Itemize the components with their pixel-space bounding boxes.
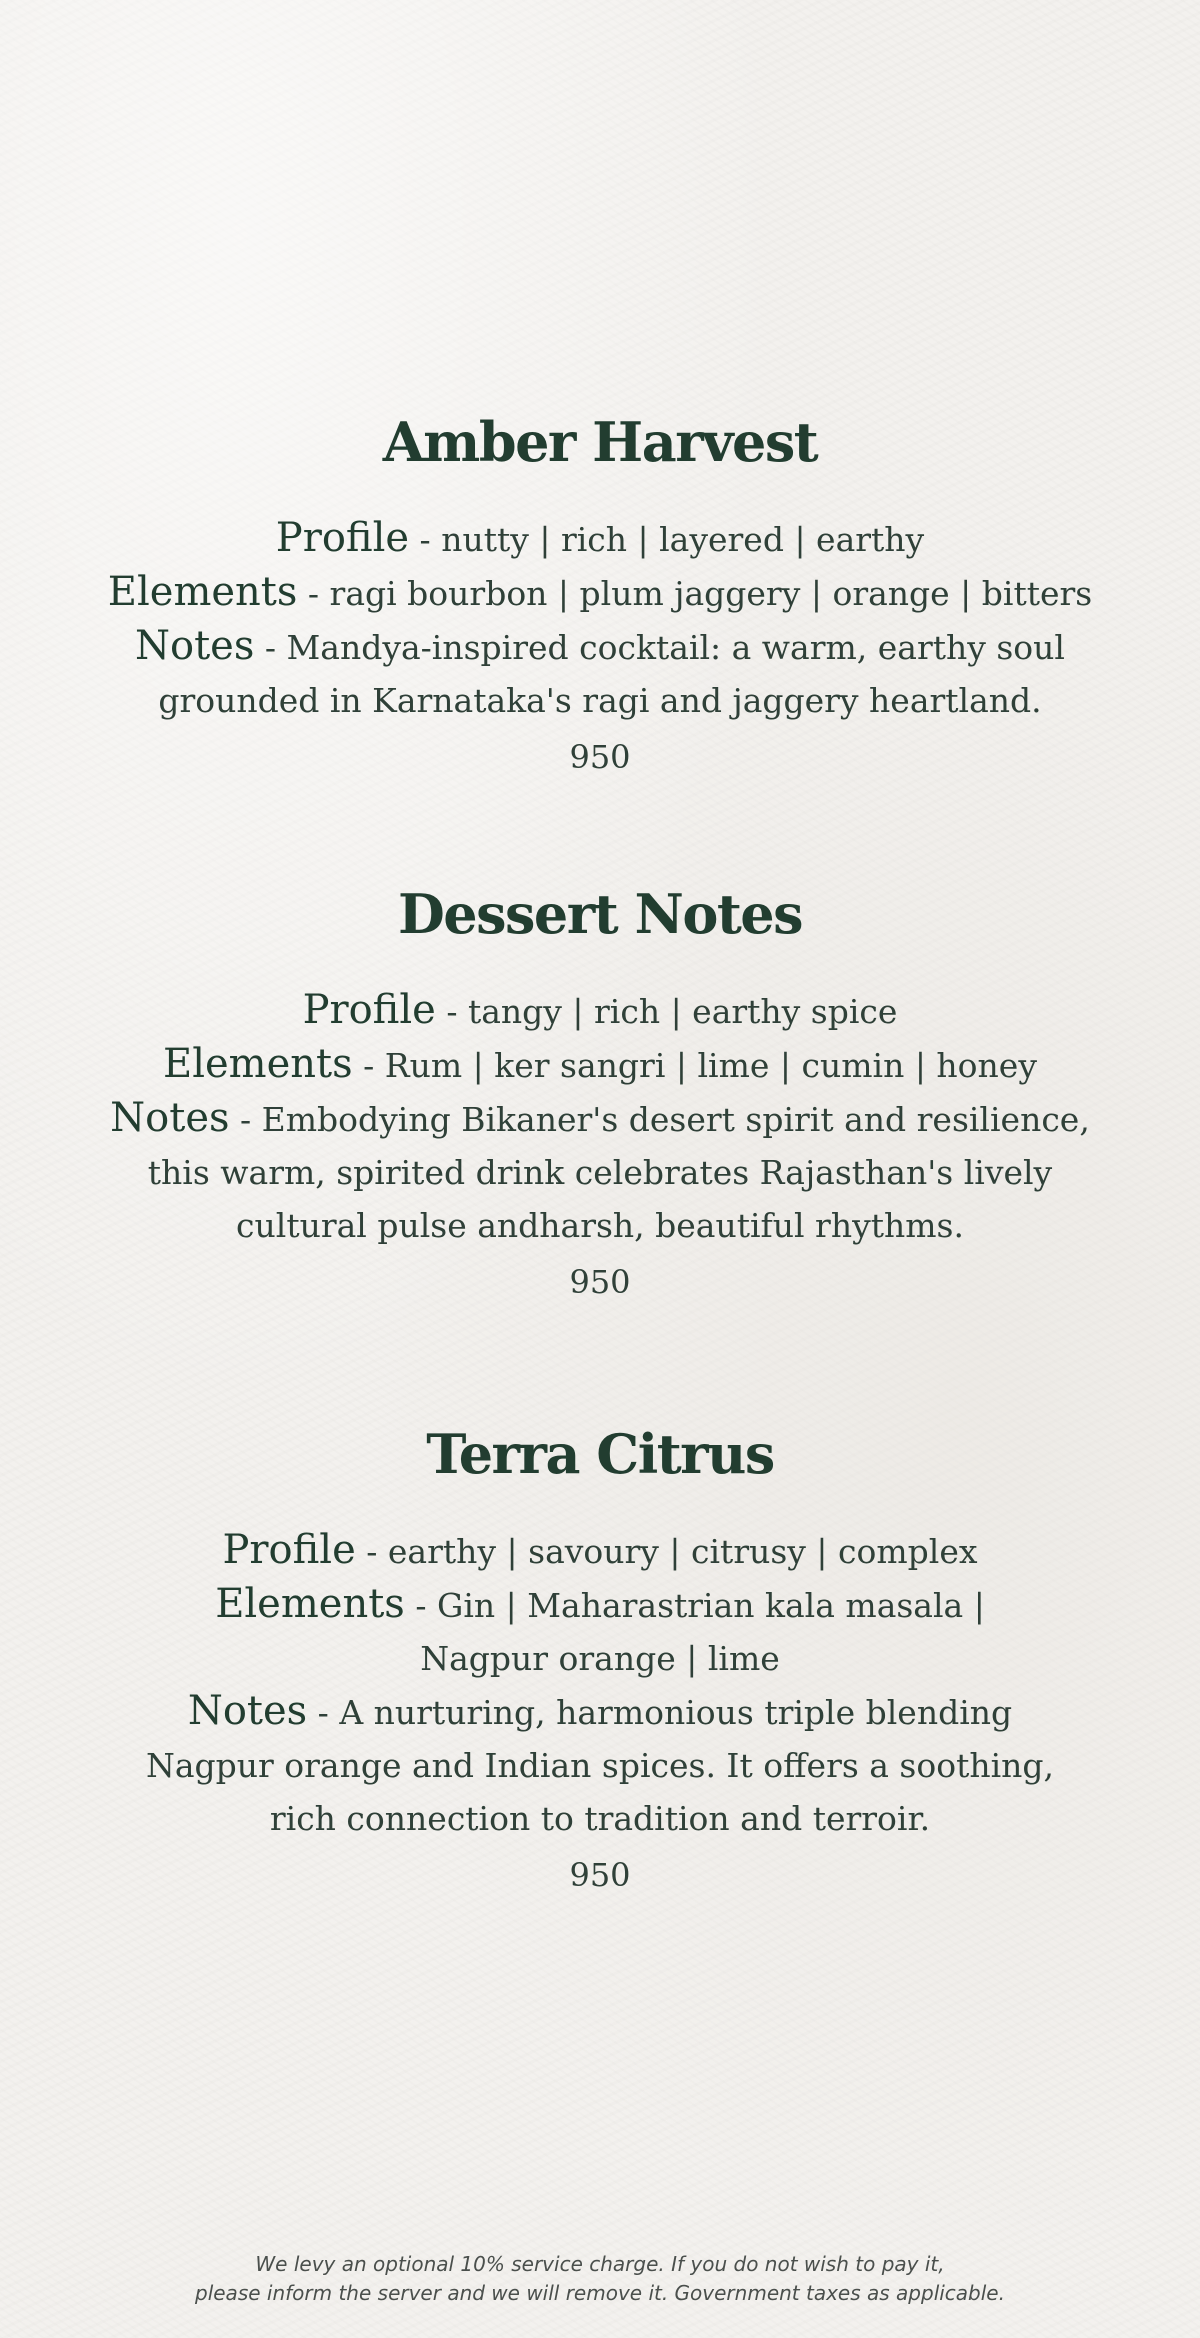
item-price: 950 (569, 738, 631, 776)
item-title: Dessert Notes (397, 882, 803, 946)
profile-label: Profile (222, 1527, 356, 1573)
notes-label: Notes (187, 1688, 308, 1734)
profile-line (0, 512, 1200, 566)
menu-item-dessert-notes (0, 884, 1200, 1304)
notes-continued: cultural pulse andharsh, beautiful rhythms. (236, 1206, 964, 1245)
footer-line-2: please inform the server and we will remove it. Government taxes as applicable. (195, 2281, 1005, 2305)
notes-text: - A nurturing, harmonious triple blending (307, 1693, 1013, 1732)
elements-text: - Rum | ker sangri | lime | cumin | honey (352, 1046, 1037, 1085)
profile-line (0, 1524, 1200, 1578)
profile-text: - nutty | rich | layered | earthy (409, 520, 925, 559)
elements-line (0, 1038, 1200, 1092)
notes-continued: rich connection to tradition and terroir. (269, 1799, 931, 1838)
notes-line (0, 1685, 1200, 1739)
profile-line (0, 984, 1200, 1038)
notes-continued: this warm, spirited drink celebrates Rajasthan's lively (147, 1153, 1053, 1192)
service-charge-note (0, 2250, 1200, 2308)
item-description (0, 512, 1200, 727)
profile-text: - earthy | savoury | citrusy | complex (355, 1532, 978, 1571)
notes-line (0, 1092, 1200, 1146)
notes-line (0, 620, 1200, 674)
elements-continued: Nagpur orange | lime (420, 1639, 780, 1678)
notes-continued: grounded in Karnataka's ragi and jaggery heartland. (158, 681, 1042, 720)
elements-line (0, 566, 1200, 620)
menu-item-terra-citrus (0, 1424, 1200, 1897)
notes-label: Notes (135, 623, 255, 669)
elements-label: Elements (163, 1041, 353, 1087)
elements-label: Elements (107, 569, 298, 615)
elements-text: - ragi bourbon | plum jaggery | orange | bitters (297, 574, 1093, 613)
elements-line (0, 1578, 1200, 1632)
notes-continued: Nagpur orange and Indian spices. It offers a soothing, (145, 1746, 1055, 1785)
item-title: Amber Harvest (382, 410, 818, 474)
notes-label: Notes (110, 1095, 230, 1141)
elements-label: Elements (215, 1581, 405, 1627)
item-price: 950 (569, 1856, 631, 1894)
item-description (0, 1524, 1200, 1845)
item-price: 950 (569, 1263, 631, 1301)
footer-line-1: We levy an optional 10% service charge. If you do not wish to pay it, (255, 2252, 945, 2276)
profile-label: Profile (302, 987, 436, 1033)
profile-text: - tangy | rich | earthy spice (435, 992, 898, 1031)
menu-item-amber-harvest (0, 412, 1200, 779)
notes-text: - Mandya-inspired cocktail: a warm, earthy soul (254, 628, 1065, 667)
item-title: Terra Citrus (426, 1422, 774, 1486)
notes-text: - Embodying Bikaner's desert spirit and resilience, (229, 1100, 1090, 1139)
elements-text: - Gin | Maharastrian kala masala | (404, 1586, 985, 1625)
item-description (0, 984, 1200, 1252)
profile-label: Profile (275, 515, 410, 561)
